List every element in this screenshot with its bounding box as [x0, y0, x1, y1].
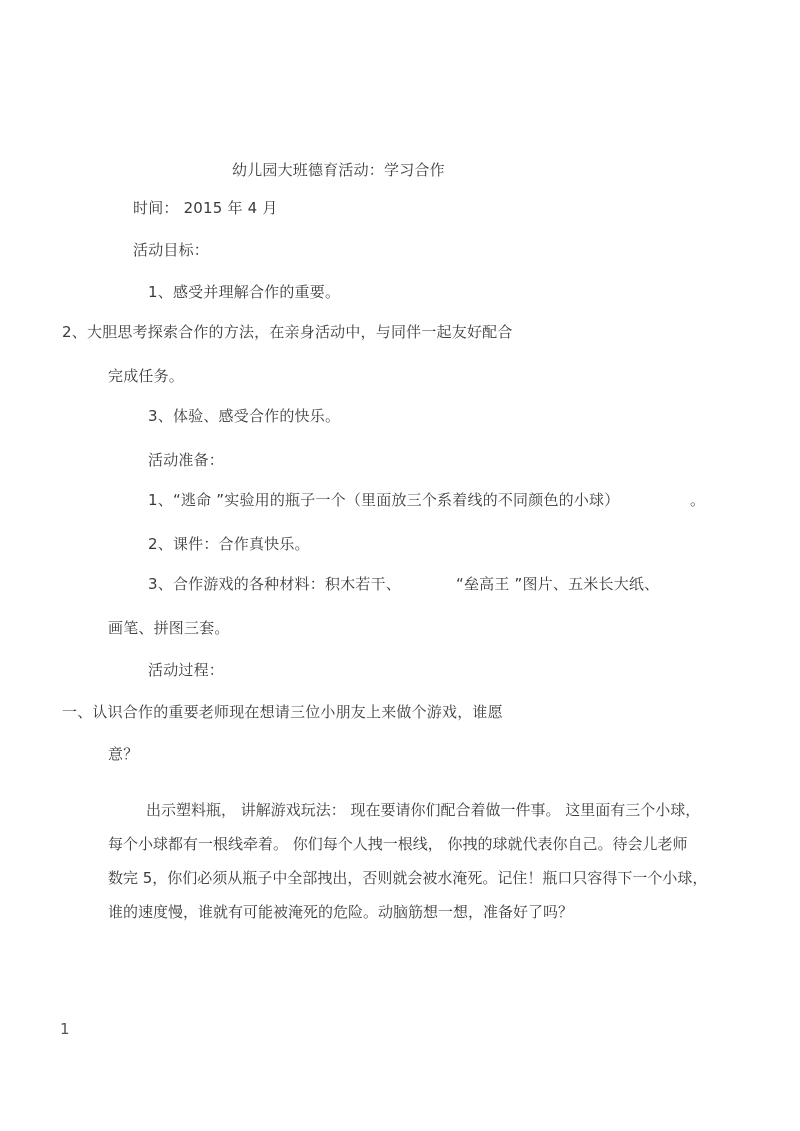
- goal-item-3: 3、体验、感受合作的快乐。: [148, 407, 341, 425]
- page-number: 1: [60, 1020, 70, 1038]
- prep-item-2: 2、课件：合作真快乐。: [148, 535, 310, 553]
- paragraph-line: 谁的速度慢，谁就有可能被淹死的危险。动脑筋想一想，准备好了吗？: [108, 903, 574, 921]
- prep-item-3-part2: “垒高王 ”图片、五米长大纸、: [456, 575, 660, 593]
- paragraph-line: 每个小球都有一根线牵着。 你们每个人拽一根线， 你拽的球就代表你自己。待会儿老师: [108, 835, 688, 853]
- goals-heading: 活动目标：: [133, 241, 210, 259]
- prep-item-1-end: 。: [690, 491, 706, 509]
- goal-item-2-continued: 完成任务。: [108, 367, 185, 385]
- prep-heading: 活动准备：: [148, 451, 225, 469]
- goal-item-1: 1、感受并理解合作的重要。: [148, 283, 341, 301]
- process-heading: 活动过程：: [148, 661, 225, 679]
- paragraph-line: 出示塑料瓶， 讲解游戏玩法： 现在要请你们配合着做一件事。 这里面有三个小球，: [146, 801, 701, 819]
- process-step-1-continued: 意？: [108, 745, 139, 763]
- paragraph-line: 数完 5，你们必须从瓶子中全部拽出，否则就会被水淹死。记住！瓶口只容得下一个小球，: [108, 869, 708, 887]
- process-step-1: 一、认识合作的重要老师现在想请三位小朋友上来做个游戏，谁愿: [62, 703, 503, 721]
- prep-item-3-continued: 画笔、拼图三套。: [108, 619, 230, 637]
- prep-item-3: 3、合作游戏的各种材料：积木若干、: [148, 575, 401, 593]
- process-paragraph: [108, 800, 708, 936]
- document-title: 幼儿园大班德育活动：学习合作: [232, 161, 445, 179]
- prep-item-1: 1、“逃命 ”实验用的瓶子一个（里面放三个系着线的不同颜色的小球）: [148, 491, 620, 509]
- goal-item-2: 2、大胆思考探索合作的方法，在亲身活动中，与同伴一起友好配合: [62, 323, 513, 341]
- time-line: 时间： 2015 年 4 月: [133, 199, 278, 217]
